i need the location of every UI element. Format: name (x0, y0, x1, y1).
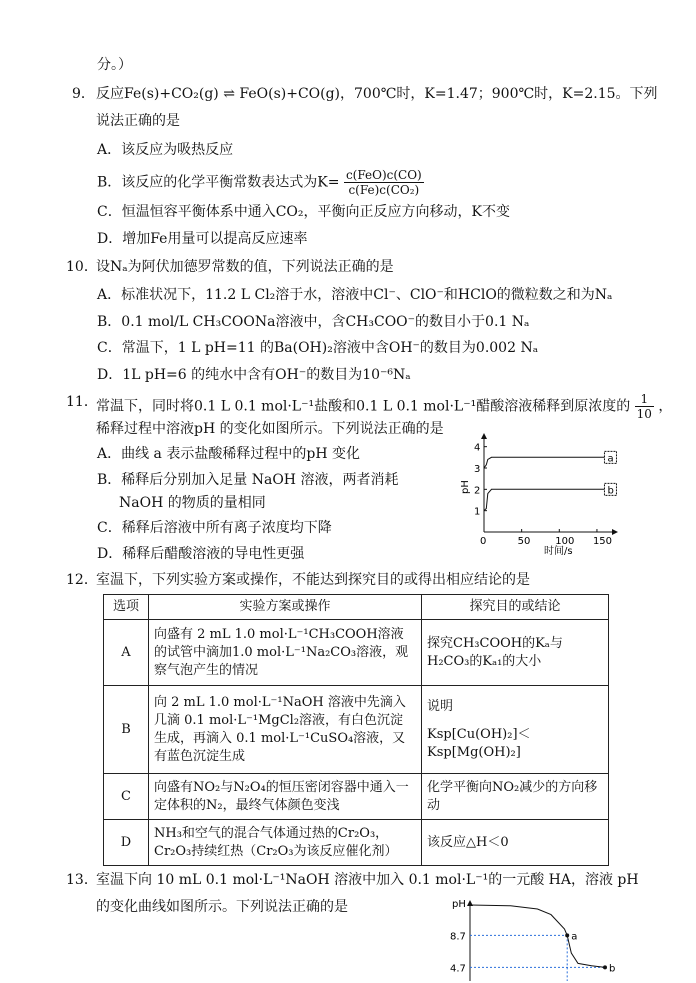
question-13-number: 13． (66, 872, 98, 888)
row-plan: NH₃和空气的混合气体通过热的Cr₂O₃，Cr₂O₃持续红热（Cr₂O₃为该反应催化剂） (149, 820, 422, 866)
point-a-label: a (571, 931, 578, 943)
dilution-fraction (635, 392, 654, 421)
question-11-option-a: A．曲线 a 表示盐酸稀释过程中的pH 变化 (97, 446, 360, 462)
question-10-option-b: B．0.1 mol/L CH₃COONa溶液中，含CH₃COO⁻的数目小于0.1 Nₐ (97, 314, 530, 330)
y-tick-label: 4 (474, 442, 481, 454)
question-11-number: 11． (66, 394, 98, 410)
y-axis-label: pH (460, 480, 471, 494)
series-a-label: a (607, 453, 614, 465)
question-11-option-b: B．稀释后分别加入足量 NaOH 溶液，两者消耗 (97, 472, 399, 488)
row-plan: 向盛有 2 mL 1.0 mol·L⁻¹CH₃COOH溶液的试管中滴加1.0 mol·L⁻¹Na₂CO₃溶液，观察气泡产生的情况 (149, 620, 422, 686)
table-row (104, 620, 609, 686)
x-tick-label: 50 (517, 536, 531, 547)
question-9-stem: 反应Fe(s)+CO₂(g) ⇌ FeO(s)+CO(g)，700℃时，K=1.47；900℃时，K=2.15。下列 (96, 86, 658, 102)
row-option: C (104, 774, 149, 820)
question-11-option-b-cont: NaOH 的物质的量相同 (119, 495, 266, 511)
point-b-label: b (609, 963, 616, 975)
row-option: A (104, 620, 149, 686)
ph-dilution-chart (452, 430, 622, 560)
question-12-stem: 室温下，下列实验方案或操作，不能达到探究目的或得出相应结论的是 (96, 572, 530, 588)
row-conclusion (422, 686, 609, 774)
equilibrium-constant-fraction (344, 168, 424, 197)
conclusion-line-2: Ksp[Cu(OH)₂]＜Ksp[Mg(OH)₂] (427, 726, 531, 760)
x-tick-label: 100 (555, 536, 575, 547)
y-tick-label: 1 (474, 506, 481, 518)
titration-curve (470, 905, 605, 967)
fraction-denominator: c(Fe)c(CO₂) (348, 183, 420, 197)
y-tick-label: 8.7 (450, 931, 466, 943)
header-plan: 实验方案或操作 (149, 595, 422, 620)
header-option: 选项 (104, 595, 149, 620)
row-plan: 向盛有NO₂与N₂O₄的恒压密闭容器中通入一定体积的N₂，最终气体颜色变浅 (149, 774, 422, 820)
question-10-stem: 设Nₐ为阿伏加德罗常数的值，下列说法正确的是 (96, 259, 394, 275)
question-10-option-d: D．1L pH=6 的纯水中含有OH⁻的数目为10⁻⁶Nₐ (97, 367, 411, 383)
row-conclusion: 探究CH₃COOH的Kₐ与H₂CO₃的Kₐ₁的大小 (422, 620, 609, 686)
series-b-line (484, 489, 605, 510)
point-b (603, 965, 607, 969)
y-tick-label: 3 (474, 464, 481, 475)
row-plan: 向 2 mL 1.0 mol·L⁻¹NaOH 溶液中先滴入几滴 0.1 mol·L⁻¹MgCl₂溶液，有白色沉淀生成，再滴入 0.1 mol·L⁻¹CuSO₄溶液，又有蓝色沉淀生成 (149, 686, 422, 774)
question-13-stem: 室温下向 10 mL 0.1 mol·L⁻¹NaOH 溶液中加入 0.1 mol·L⁻¹的一元酸 HA，溶液 pH (96, 872, 639, 888)
titration-curve-chart (440, 895, 616, 983)
table-header-row (104, 595, 609, 620)
question-11-stem (96, 392, 672, 421)
table-row (104, 686, 609, 774)
x-axis-label: 时间/s (544, 546, 573, 557)
fraction-numerator: c(FeO)c(CO) (345, 168, 422, 182)
series-a-line (484, 457, 605, 468)
row-conclusion: 该反应△H＜0 (422, 820, 609, 866)
row-conclusion: 化学平衡向NO₂减少的方向移动 (422, 774, 609, 820)
question-12-number: 12． (66, 572, 98, 588)
conclusion-line-1: 说明 (427, 698, 454, 714)
question-9-option-a: A．该反应为吸热反应 (97, 142, 234, 158)
question-11-stem-end: ， (658, 398, 673, 415)
prev-question-tail: 分。） (97, 57, 132, 73)
question-10-option-a: A．标准状况下，11.2 L Cl₂溶于水，溶液中Cl⁻、ClO⁻和HClO的微粒数之和为Nₐ (97, 287, 613, 303)
series-b-label: b (607, 485, 614, 497)
question-9-option-c: C．恒温恒容平衡体系中通入CO₂，平衡向正反应方向移动，K不变 (97, 204, 510, 220)
header-conclusion: 探究目的或结论 (422, 595, 609, 620)
question-11-option-d: D．稀释后醋酸溶液的导电性更强 (97, 546, 305, 562)
question-9-stem-cont: 说法正确的是 (96, 113, 180, 129)
row-option: D (104, 820, 149, 866)
row-option: B (104, 686, 149, 774)
question-11-stem-text: 常温下，同时将0.1 L 0.1 mol·L⁻¹盐酸和0.1 L 0.1 mol·L⁻¹醋酸溶液稀释到原浓度的 (96, 398, 631, 415)
question-11-stem-cont: 稀释过程中溶液pH 的变化如图所示。下列说法正确的是 (96, 421, 444, 437)
question-9-option-b (97, 168, 424, 197)
question-9-option-d: D．增加Fe用量可以提高反应速率 (97, 231, 308, 247)
question-13-stem-cont: 的变化曲线如图所示。下列说法正确的是 (96, 899, 348, 915)
point-a (565, 933, 569, 937)
fraction-denominator: 10 (636, 407, 652, 421)
experiment-table (103, 594, 609, 866)
question-9-option-b-text: B．该反应的化学平衡常数表达式为K= (97, 174, 340, 191)
y-tick-label: 4.7 (450, 963, 466, 975)
x-tick-label: 0 (480, 536, 487, 547)
question-10-option-c: C．常温下，1 L pH=11 的Ba(OH)₂溶液中含OH⁻的数目为0.002 Nₐ (97, 340, 539, 356)
y-tick-label: 2 (474, 485, 481, 497)
fraction-numerator: 1 (635, 392, 654, 407)
table-row (104, 774, 609, 820)
table-row (104, 820, 609, 866)
x-tick-label: 150 (592, 536, 613, 547)
question-9-number: 9． (72, 86, 95, 102)
question-11-option-c: C．稀释后溶液中所有离子浓度均下降 (97, 520, 332, 536)
question-10-number: 10． (66, 259, 98, 275)
y-axis-label: pH (452, 899, 466, 910)
